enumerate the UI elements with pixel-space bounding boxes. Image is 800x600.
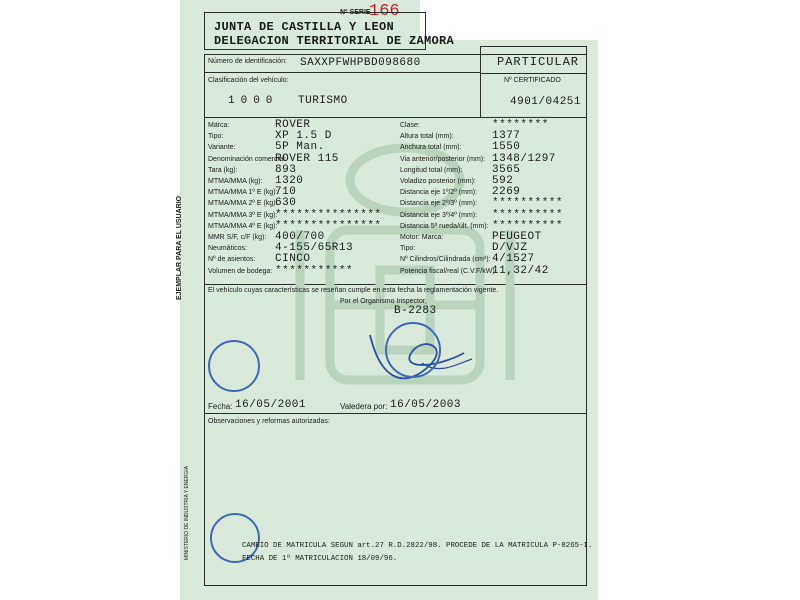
left-label: Marca:: [208, 122, 230, 129]
observation-line1: CAMBIO DE MATRICULA SEGUN art.27 R.D.2822/98. PROCEDE DE LA MATRICULA P-8265-I.: [242, 542, 593, 550]
right-label: Distancia eje 1º/2º (mm):: [400, 189, 478, 197]
class-code: 1000: [228, 95, 279, 107]
side-ministry-text: MINISTERIO DE INDUSTRIA Y ENERGIA: [184, 466, 190, 560]
left-value: 630: [275, 197, 297, 210]
right-label: Motor: Marca:: [400, 234, 444, 241]
left-label: MTMA/MMA 3º E (kg):: [208, 211, 278, 219]
observaciones-label: Observaciones y reformas autorizadas:: [208, 418, 330, 425]
right-label: Voladizo posterior (mm):: [400, 178, 476, 185]
class-name: TURISMO: [298, 95, 348, 107]
left-label: MTMA/MMA 1º E (kg):: [208, 189, 278, 197]
left-label: MTMA/MMA 4º E (kg):: [208, 222, 278, 230]
cert-label: Nº CERTIFICADO: [504, 77, 561, 84]
left-label: Denominación comercial:: [208, 155, 287, 163]
left-value: 400/700: [275, 231, 325, 243]
right-label: Clase:: [400, 122, 420, 129]
rule: [204, 413, 586, 414]
right-value: ********: [492, 119, 549, 131]
fecha-label: Fecha:: [208, 402, 233, 411]
inspector-label: Por el Organismo Inspector,: [340, 298, 427, 305]
rule: [204, 72, 480, 73]
vin-label: Número de identificación:: [208, 58, 287, 65]
left-label: Variante:: [208, 144, 236, 152]
authority-line1: JUNTA DE CASTILLA Y LEON: [214, 20, 395, 34]
left-value: ***********: [275, 264, 354, 277]
left-value: 893: [275, 163, 297, 176]
left-label: Nº de asientos:: [208, 256, 256, 264]
inspector-stamp: [385, 322, 441, 378]
right-label: Altura total (mm):: [400, 133, 454, 141]
right-value: **********: [492, 208, 564, 221]
right-label: Potencia fiscal/real (C.V.F/kW):: [400, 267, 497, 275]
right-value: **********: [492, 197, 564, 210]
left-value: CINCO: [275, 253, 311, 266]
valedera-value: 16/05/2003: [390, 399, 462, 411]
right-label: Nº Cilindros/Cilindrada (cm³):: [400, 256, 491, 264]
rule: [204, 117, 586, 118]
left-value: 4-155/65R13: [275, 242, 354, 255]
right-label: Distancia eje 3º/4º (mm):: [400, 211, 478, 219]
authority-line2: DELEGACION TERRITORIAL DE ZAMORA: [214, 34, 455, 48]
left-label: MTMA/MMA 2º E (kg):: [208, 200, 278, 208]
right-value: D/VJZ: [492, 242, 528, 255]
serie-number: 166: [369, 2, 400, 21]
left-value: ROVER 115: [275, 152, 339, 165]
side-user-copy-text: EJEMPLAR PARA EL USUARIO: [176, 195, 183, 300]
vin-value: SAXXPFWHPBD098680: [300, 57, 421, 69]
right-value: 1550: [492, 141, 521, 154]
ownership-type: PARTICULAR: [497, 55, 580, 69]
right-value: **********: [492, 219, 564, 232]
right-value: 3565: [492, 163, 521, 176]
left-value: XP 1.5 D: [275, 130, 332, 143]
right-value: 11,32/42: [492, 264, 549, 277]
left-label: MMR S/F, c/F (kg):: [208, 234, 267, 241]
right-value: PEUGEOT: [492, 231, 542, 243]
right-value: 2269: [492, 186, 521, 199]
right-label: Tipo:: [400, 245, 416, 253]
left-value: 710: [275, 186, 297, 199]
right-value: 1348/1297: [492, 152, 556, 165]
left-value: 5P Man.: [275, 141, 325, 154]
left-label: MTMA/MMA (kg):: [208, 178, 263, 185]
right-value: 4/1527: [492, 253, 535, 266]
right-label: Anchura total (mm):: [400, 144, 462, 152]
left-value: ***************: [275, 208, 382, 221]
fecha-value: 16/05/2001: [235, 399, 307, 411]
declaration-text: El vehículo cuyas características se reseñan cumple en esta fecha la reglamentación vigente.: [208, 287, 499, 294]
left-label: Volumen de bodega:: [208, 267, 273, 275]
left-value: ***************: [275, 219, 382, 232]
inspector-code: B-2283: [394, 305, 437, 317]
observation-line2: FECHA DE 1ª MATRICULACION 18/09/96.: [242, 555, 398, 563]
official-seal: [208, 340, 260, 392]
serie-label: Nº SERIE: [340, 9, 371, 16]
right-value: 592: [492, 175, 514, 187]
left-label: Tipo:: [208, 133, 224, 141]
valedera-label: Valedera por:: [340, 402, 388, 411]
left-value: 1320: [275, 175, 304, 187]
certificate-paper: [176, 0, 598, 600]
left-value: ROVER: [275, 119, 311, 131]
right-value: 1377: [492, 130, 521, 143]
left-label: Neumáticos:: [208, 245, 247, 253]
right-label: Via anterior/posterior (mm):: [400, 155, 486, 163]
left-label: Tara (kg):: [208, 166, 238, 174]
right-label: Longitud total (mm):: [400, 166, 463, 174]
class-label: Clasificación del vehículo:: [208, 77, 289, 84]
cert-value: 4901/04251: [510, 96, 582, 108]
right-label: Distancia eje 2º/3º (mm):: [400, 200, 478, 208]
right-label: Distancia 5ª rueda/últ. (mm):: [400, 222, 489, 230]
